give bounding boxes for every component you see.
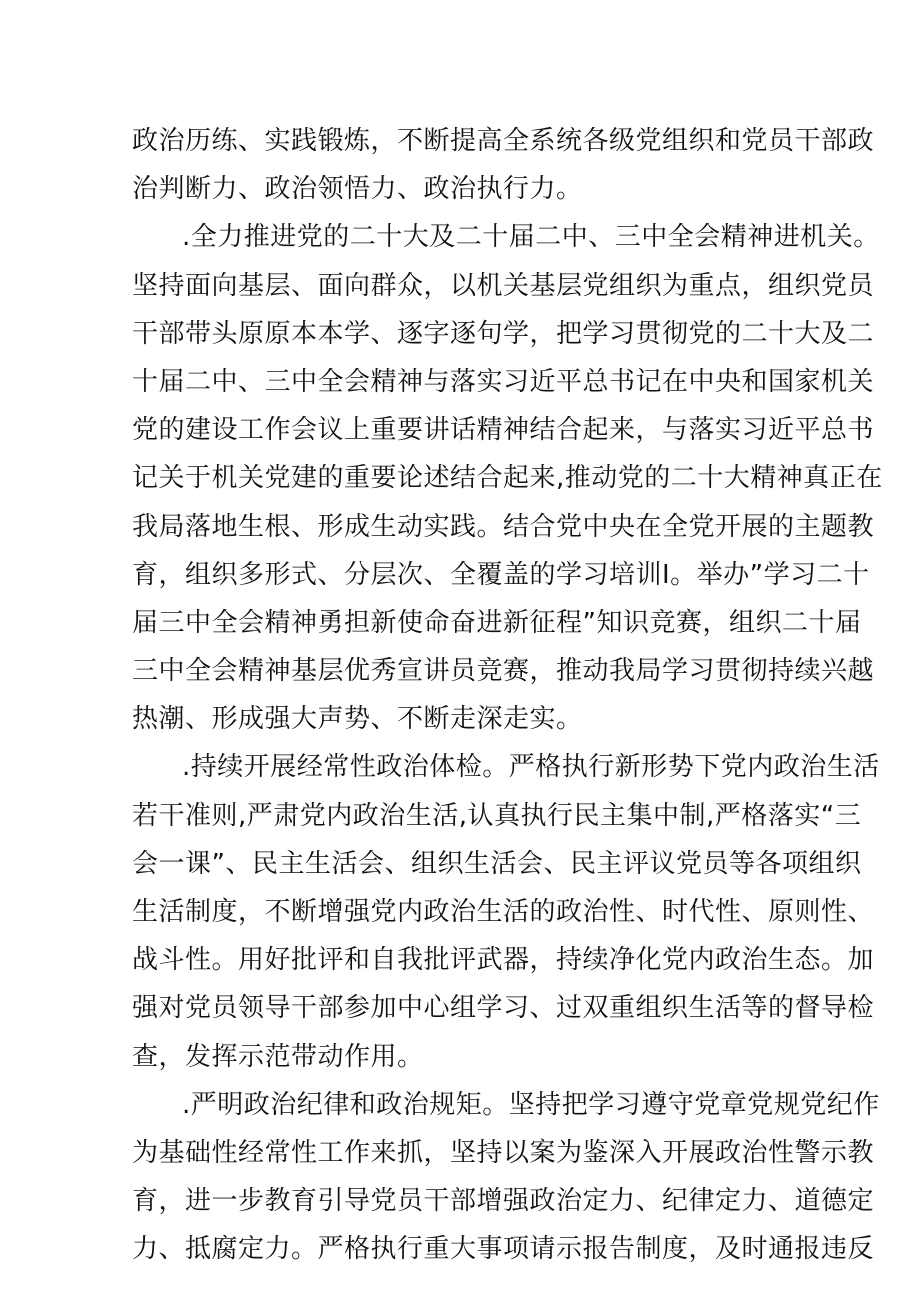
- body-line: 会一课”、民主生活会、组织生活会、民主评议党员等各项组织: [132, 848, 862, 879]
- body-line: 力、抵腐定力。严格执行重大事项请示报告制度，及时通报违反: [132, 1234, 875, 1265]
- document-body: [132, 117, 883, 1274]
- body-line: 战斗性。用好批评和自我批评武器，持续净化党内政治生态。加: [132, 945, 875, 976]
- body-line: 为基础性经常性工作来抓，坚持以案为鉴深入开展政治性警示教: [132, 1137, 875, 1168]
- body-line: 查，发挥示范带动作用。: [132, 1041, 424, 1072]
- body-line: 若干准则,严肃党内政治生活,认真执行民主集中制,严格落实“三: [132, 800, 862, 831]
- body-line: 坚持面向基层、面向群众，以机关基层党组织为重点，组织党员: [132, 270, 875, 301]
- body-line: 育，组织多形式、分层次、全覆盖的学习培训I。举办”学习二十: [132, 559, 870, 590]
- body-line: 干部带头原原本本学、逐字逐句学，把学习贯彻党的二十大及二: [132, 318, 875, 349]
- body-line: 育，进一步教育引导党员干部增强政治定力、纪律定力、道德定: [132, 1186, 875, 1217]
- paragraph-first-line: .持续开展经常性政治体检。严格执行新形势下党内政治生活: [182, 752, 880, 783]
- body-line: 治判断力、政治领悟力、政治执行力。: [132, 174, 583, 205]
- paragraph-first-line: .严明政治纪律和政治规矩。坚持把学习遵守党章党规党纪作: [182, 1089, 880, 1120]
- body-line: 强对党员领导干部参加中心组学习、过双重组织生活等的督导检: [132, 993, 875, 1024]
- body-line: 生活制度，不断增强党内政治生活的政治性、时代性、原则性、: [132, 897, 875, 927]
- body-line: 政治历练、实践锻炼，不断提高全系统各级党组织和党员干部政: [132, 126, 875, 156]
- body-line: 记关于机关党建的重要论述结合起来,推动党的二十大精神真正在: [132, 463, 883, 494]
- body-line: 我局落地生根、形成生动实践。结合党中央在全党开展的主题教: [132, 511, 875, 542]
- body-line: 热潮、形成强大声势、不断走深走实。: [132, 704, 583, 735]
- body-line: 届三中全会精神勇担新使命奋进新征程”知识竞赛，组织二十届: [132, 607, 862, 638]
- body-line: 党的建设工作会议上重要讲话精神结合起来，与落实习近平总书: [132, 415, 875, 446]
- paragraph-first-line: .全力推进党的二十大及二十届二中、三中全会精神进机关。: [182, 222, 880, 253]
- body-line: 三中全会精神基层优秀宣讲员竞赛，推动我局学习贯彻持续兴越: [132, 656, 875, 687]
- body-line: 十届二中、三中全会精神与落实习近平总书记在中央和国家机关: [132, 366, 875, 397]
